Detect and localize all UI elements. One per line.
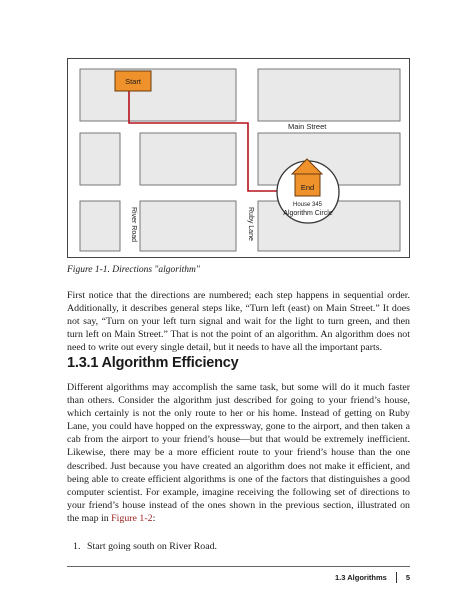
- paragraph-2-end: :: [152, 512, 156, 524]
- ruby-lane-label: Ruby Lane: [247, 207, 254, 241]
- river-road-label: River Road: [130, 207, 137, 243]
- page-footer: [335, 572, 410, 583]
- block-top-right: [258, 69, 400, 121]
- list-item-text: Start going south on River Road.: [87, 541, 218, 552]
- block-bottom-center: [140, 201, 236, 251]
- block-bottom-left: [80, 201, 120, 251]
- end-label: End: [300, 183, 315, 192]
- footer-rule: [67, 566, 410, 567]
- paragraph-1: First notice that the directions are numbered; each step happens in sequential order. Additionally, it describes general steps like, “Turn left (east) on Main Street.” It does not say, “Turn on your left turn signal and wait for the light to turn green, and then turn left on Main Street.” That is not the point of an algorithm. An algorithm does not need to write out every single detail, but it needs to have all the important parts.: [67, 290, 410, 354]
- block-mid-left: [80, 133, 120, 185]
- start-label: Start: [125, 77, 141, 86]
- page-number: 5: [405, 573, 410, 582]
- list-item-number: 1.: [73, 541, 81, 552]
- algorithm-circle-label: Algorithm Circle: [283, 210, 333, 217]
- footer-section: 1.3 Algorithms: [335, 573, 387, 582]
- section-heading: 1.3.1 Algorithm Efficiency: [67, 355, 239, 371]
- footer-separator: [396, 572, 397, 583]
- figure-1-2-link[interactable]: Figure 1-2: [111, 512, 153, 524]
- directions-list: [67, 540, 410, 553]
- figure-caption: Figure 1-1. Directions "algorithm": [67, 265, 200, 275]
- main-street-label: Main Street: [288, 122, 327, 131]
- street-map: [68, 59, 411, 259]
- directions-figure: [67, 58, 410, 258]
- block-mid-center: [140, 133, 236, 185]
- block-top-left: [80, 69, 236, 121]
- house-number-label: House 345: [292, 202, 323, 208]
- paragraph-2-text: Different algorithms may accomplish the same task, but some will do it much faster than others. Consider the algorithm just described for going to your friend’s house, which certainly is not the only route to her or his home. Instead of getting on Ruby Lane, you could have hopped on the expressway, gone to the airport, and then taken a cab from the airport to your friend’s house—but that would be extremely inefficient. Likewise, there may be a more efficient route to your friend’s house than the one described. Just because you have created an algorithm does not make it efficient, and being able to create efficient algorithms is one of the factors that distinguishes a good computer scientist. For example, imagine receiving the following set of directions to your friend’s house instead of the ones shown in the previous section, illustrated on the map in: [67, 382, 410, 524]
- list-item: [67, 540, 410, 553]
- paragraph-2: [67, 381, 410, 525]
